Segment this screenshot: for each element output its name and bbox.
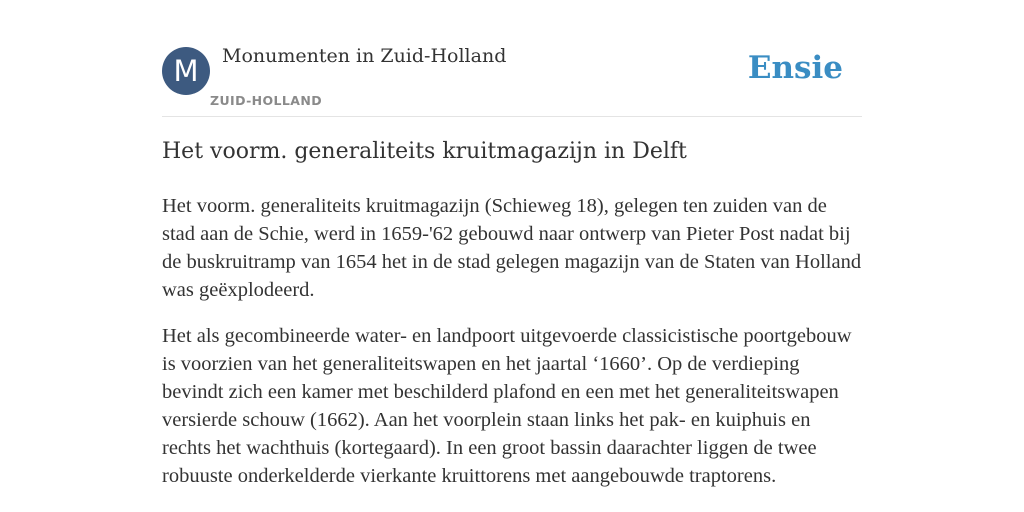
article-body (162, 192, 862, 508)
article-title: Het voorm. generaliteits kruitmagazijn in Delft (162, 139, 687, 164)
topic-avatar[interactable]: M (162, 47, 210, 95)
article-paragraph: Het als gecombineerde water- en landpoort uitgevoerde classicistische poortgebouw is voorzien van het generaliteitswapen en het jaartal ‘1660’. Op de verdieping bevindt zich een kamer met beschilderd plafond en een met het generaliteitswapen versierde schouw (1662). Aan het voorplein staan links het pak- en kuiphuis en rechts het wachthuis (kortegaard). In een groot bassin daarachter liggen de twee robuuste onderkelderde vierkante kruittorens met aangebouwde traptorens. (162, 325, 852, 487)
topic-subtitle: ZUID-HOLLAND (210, 93, 322, 108)
article-paragraph: Het voorm. generaliteits kruitmagazijn (Schieweg 18), gelegen ten zuiden van de stad aan de Schie, werd in 1659-'62 gebouwd naar ontwerp van Pieter Post nadat bij de buskruitramp van 1654 het in de stad gelegen magazijn van de Staten van Holland was geëxplodeerd. (162, 195, 862, 301)
ensie-logo[interactable]: Ensie (747, 50, 843, 86)
topic-header (162, 0, 862, 117)
topic-title-link[interactable]: Monumenten in Zuid-Holland (222, 45, 507, 67)
